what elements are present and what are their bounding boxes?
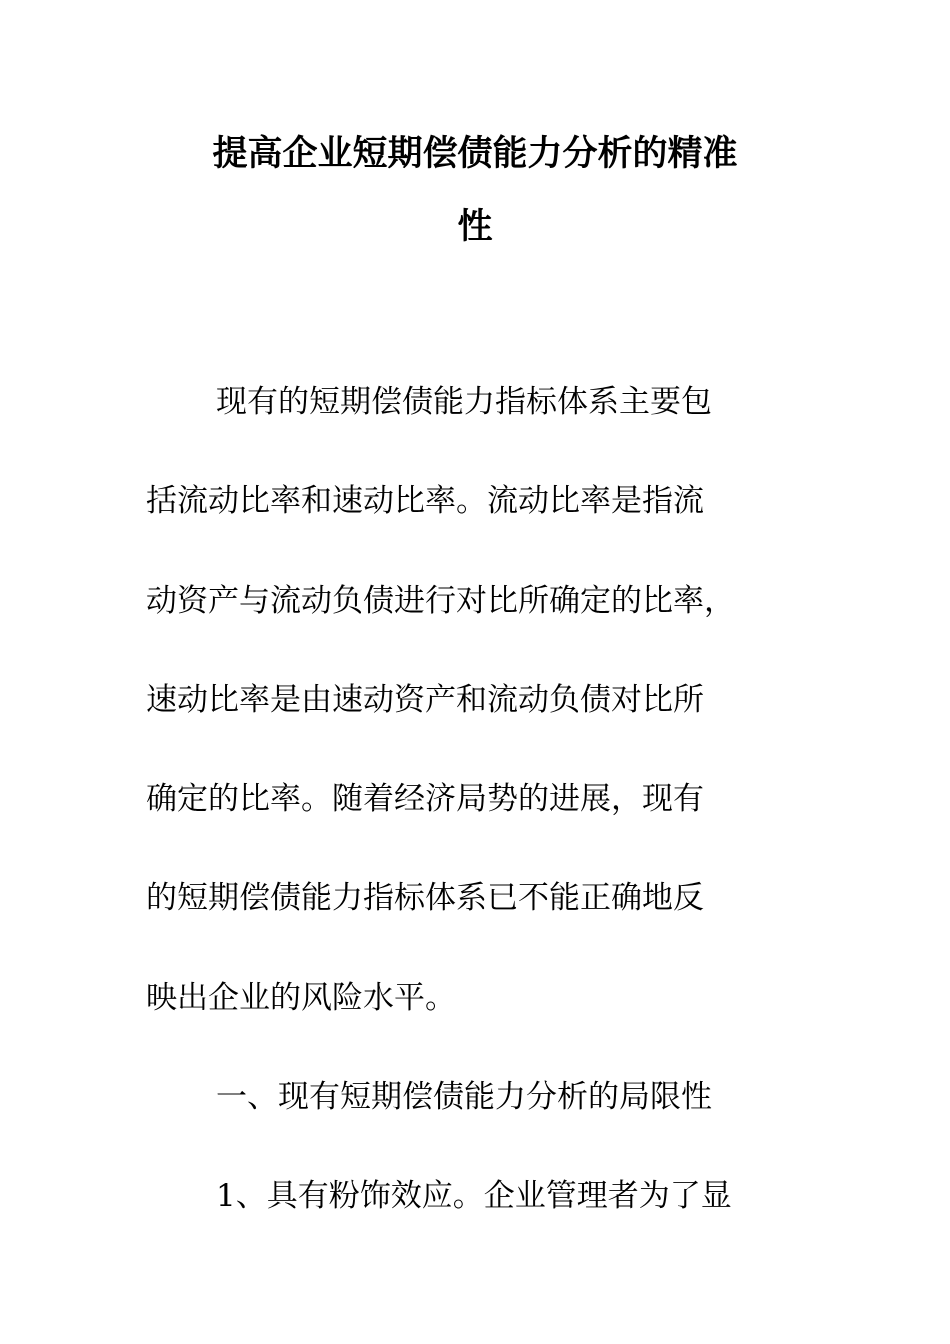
paragraph-line: 括流动比率和速动比率。流动比率是指流 xyxy=(146,483,704,519)
paragraph-line: 1、具有粉饰效应。企业管理者为了显 xyxy=(216,1178,732,1214)
paragraph-line: 动资产与流动负债进行对比所确定的比率， xyxy=(146,583,735,619)
paragraph-line: 的短期偿债能力指标体系已不能正确地反 xyxy=(146,880,704,916)
paragraph-line: 速动比率是由速动资产和流动负债对比所 xyxy=(146,682,704,718)
document-title-continued: 性 xyxy=(457,206,493,247)
paragraph-line: 映出企业的风险水平。 xyxy=(146,980,456,1016)
document-title: 提高企业短期偿债能力分析的精准 xyxy=(212,133,738,174)
paragraph-line: 确定的比率。随着经济局势的进展，现有 xyxy=(146,781,704,817)
paragraph-line: 现有的短期偿债能力指标体系主要包 xyxy=(216,384,712,420)
section-heading: 一、现有短期偿债能力分析的局限性 xyxy=(216,1079,712,1115)
